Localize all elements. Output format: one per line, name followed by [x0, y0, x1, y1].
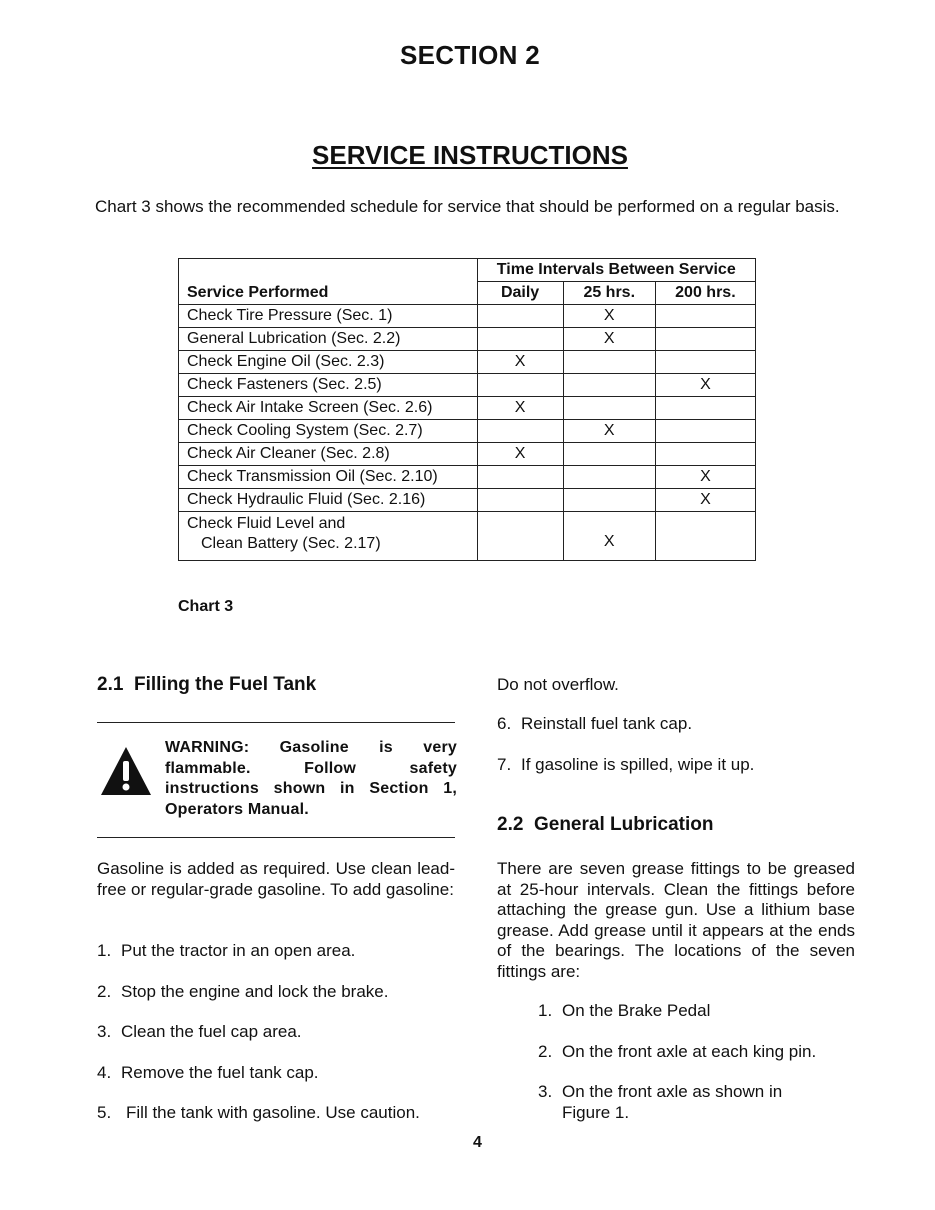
list-text: On the Brake Pedal: [562, 1001, 711, 1020]
list-item: [538, 1001, 858, 1022]
service-cell: Check Air Intake Screen (Sec. 2.6): [179, 397, 478, 420]
service-cell: Check Fasteners (Sec. 2.5): [179, 374, 478, 397]
service-cell: [179, 512, 478, 561]
table-row: [179, 351, 756, 374]
daily-cell: [477, 466, 563, 489]
daily-cell: X: [477, 351, 563, 374]
list-item: [97, 1063, 457, 1084]
h200-cell: [655, 328, 755, 351]
list-number: 2.: [538, 1042, 553, 1061]
daily-cell: [477, 374, 563, 397]
list-text: Clean the fuel cap area.: [121, 1022, 302, 1041]
warning-top-rule: [97, 722, 455, 723]
page-title: SERVICE INSTRUCTIONS: [312, 140, 628, 170]
table-corner-cell: [179, 259, 478, 282]
lubrication-paragraph: There are seven grease fittings to be greased at 25-hour intervals. Clean the fittings before attaching the grease gun. Use a lithium base grease. Add grease until it appears at the ends of the bearings. The locations of the seven fittings are:: [497, 859, 855, 981]
h200-cell: [655, 351, 755, 374]
daily-cell: [477, 512, 563, 561]
h25-cell: [563, 397, 655, 420]
h200-cell: X: [655, 489, 755, 512]
continued-text: Do not overflow.: [497, 675, 619, 694]
col-header-200hrs: 200 hrs.: [655, 282, 755, 305]
list-number: 4.: [97, 1063, 112, 1082]
list-item: [97, 1103, 459, 1124]
list-text: Stop the engine and lock the brake.: [121, 982, 389, 1001]
service-cell: Check Engine Oil (Sec. 2.3): [179, 351, 478, 374]
list-item: [497, 755, 857, 776]
service-cell: Check Transmission Oil (Sec. 2.10): [179, 466, 478, 489]
list-number: 7.: [497, 755, 512, 774]
list-number: 2.: [97, 982, 112, 1001]
group-header: Time Intervals Between Service: [477, 259, 755, 282]
chart-caption: Chart 3: [178, 598, 234, 615]
service-cell: Check Tire Pressure (Sec. 1): [179, 305, 478, 328]
warning-bottom-rule: [97, 837, 455, 838]
h200-cell: X: [655, 374, 755, 397]
table-row: [179, 305, 756, 328]
section-2-2-heading: 2.2 General Lubrication: [497, 814, 714, 835]
h25-cell: [563, 443, 655, 466]
table-row: [179, 328, 756, 351]
table-row: [179, 489, 756, 512]
table-row: [179, 397, 756, 420]
list-item: [538, 1082, 858, 1123]
section-2-1-heading: 2.1 Filling the Fuel Tank: [97, 674, 317, 695]
list-item: [497, 714, 857, 735]
daily-cell: [477, 328, 563, 351]
list-text: On the front axle at each king pin.: [562, 1042, 817, 1061]
table-row: [179, 512, 756, 561]
intro-paragraph: Chart 3 shows the recommended schedule for service that should be performed on a regular basis.: [95, 197, 840, 216]
list-item: [538, 1042, 858, 1063]
list-number: 5.: [97, 1103, 112, 1122]
h25-cell: X: [563, 328, 655, 351]
service-cell: General Lubrication (Sec. 2.2): [179, 328, 478, 351]
daily-cell: X: [477, 443, 563, 466]
col-header-daily: Daily: [477, 282, 563, 305]
warning-text: WARNING: Gasoline is very flammable. Follow safety instructions shown in Section 1, Operators Manual.: [165, 739, 457, 818]
service-line: Clean Battery (Sec. 2.17): [201, 535, 381, 552]
table-row: [179, 466, 756, 489]
list-item: [97, 1022, 457, 1043]
daily-cell: X: [477, 397, 563, 420]
list-text: If gasoline is spilled, wipe it up.: [521, 755, 755, 774]
list-number: 3.: [97, 1022, 112, 1041]
service-cell: Check Cooling System (Sec. 2.7): [179, 420, 478, 443]
list-text: Fill the tank with gasoline. Use caution.: [126, 1103, 420, 1122]
h25-cell: [563, 466, 655, 489]
list-number: 6.: [497, 714, 512, 733]
section-heading: SECTION 2: [400, 40, 540, 70]
daily-cell: [477, 420, 563, 443]
service-cell: Check Hydraulic Fluid (Sec. 2.16): [179, 489, 478, 512]
page-number: 4: [473, 1134, 482, 1151]
list-text: Put the tractor in an open area.: [121, 941, 356, 960]
list-text: Remove the fuel tank cap.: [121, 1063, 319, 1082]
table-row: [179, 420, 756, 443]
h25-cell: [563, 489, 655, 512]
table-row: [179, 374, 756, 397]
list-text: On the front axle as shown in Figure 1.: [562, 1082, 783, 1122]
list-text: Reinstall fuel tank cap.: [521, 714, 693, 733]
list-item: [97, 941, 457, 962]
h200-cell: [655, 305, 755, 328]
service-line: Check Fluid Level and: [187, 515, 346, 532]
daily-cell: [477, 489, 563, 512]
service-schedule-table: [178, 258, 756, 561]
warning-triangle-icon: [100, 746, 152, 796]
fuel-intro-paragraph: Gasoline is added as required. Use clean lead-free or regular-grade gasoline. To add gasoline:: [97, 859, 455, 899]
col-header-service: Service Performed: [179, 282, 478, 305]
h25-cell: [563, 351, 655, 374]
h25-cell: X: [563, 305, 655, 328]
list-item: [97, 982, 457, 1003]
h25-cell: X: [563, 420, 655, 443]
list-number: 3.: [538, 1082, 553, 1101]
list-number: 1.: [97, 941, 112, 960]
h200-cell: [655, 512, 755, 561]
h25-cell: X: [563, 512, 655, 561]
table-row: [179, 443, 756, 466]
h200-cell: [655, 443, 755, 466]
list-number: 1.: [538, 1001, 553, 1020]
col-header-25hrs: 25 hrs.: [563, 282, 655, 305]
service-cell: Check Air Cleaner (Sec. 2.8): [179, 443, 478, 466]
h200-cell: X: [655, 466, 755, 489]
daily-cell: [477, 305, 563, 328]
h25-cell: [563, 374, 655, 397]
h200-cell: [655, 397, 755, 420]
h200-cell: [655, 420, 755, 443]
